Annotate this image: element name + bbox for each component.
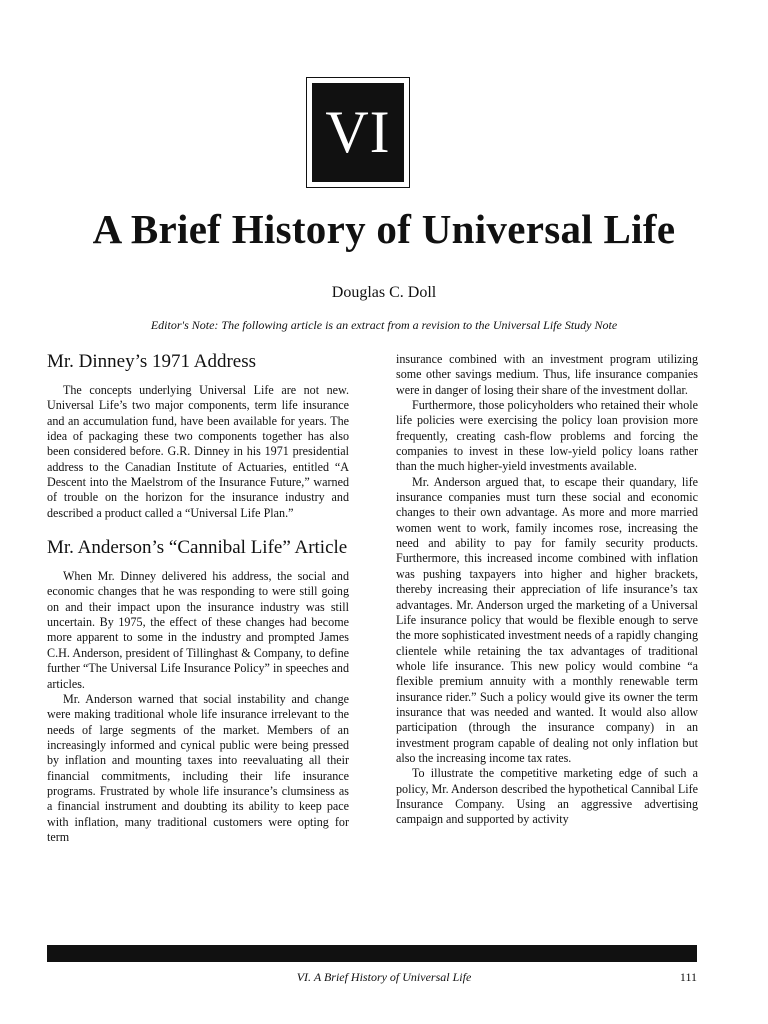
paragraph-right-3: Mr. Anderson argued that, to escape their quandary, life insurance companies must turn these social and economic changes to their own advantage. As more and more married women went to work, family incomes rose, increasing the need and ability to pay for family security products. Furthermore, this increased income combined with inflation was pushing taxpayers into higher and higher brackets, thereby increasing their appreciation of life insurance’s tax advantages. Mr. Anderson urged the marketing of a Universal Life insurance policy that would be flexible enough to serve the more sophisticated investment needs of a rapidly changing clientele while retaining the tax advantages of traditional whole life insurance. This new policy would combine “a flexible premium annuity with a monthly renewable term insurance rider.” Such a policy would give its owner the term insurance that was needed and wanted. It would also allow participation (through the insurance company) in an investment program capable of dealing not only inflation but also the increasing income tax rates. [396, 474, 698, 765]
section-heading-anderson: Mr. Anderson’s “Cannibal Life” Article [47, 537, 348, 559]
running-title: VI. A Brief History of Universal Life [296, 970, 472, 984]
right-column [396, 352, 698, 828]
author-name: Douglas C. Doll [331, 284, 437, 301]
footer-rule [47, 945, 697, 962]
chapter-numeral: VI [312, 83, 404, 182]
paragraph-dinney-1: The concepts underlying Universal Life are not new. Universal Life’s two major components, term life insurance and an accumulation fund, have been available for years. The idea of packaging these two components together has also been considered before. G.R. Dinney in his 1971 presidential address to the Canadian Institute of Actuaries, entitled “A Descent into the Maelstrom of the Insurance Future,” warned of trouble on the horizon for the insurance industry and described a product called a “Universal Life Plan.” [47, 383, 349, 520]
paragraph-anderson-1: When Mr. Dinney delivered his address, the social and economic changes that he was responding to were still going on and their impact upon the insurance industry was still uncertain. By 1975, the effect of these changes had become more apparent to some in the industry and prompted James C.H. Anderson, president of Tillinghast & Company, to define further “The Universal Life Insurance Policy” in speeches and articles. [47, 569, 349, 691]
page-number: 111 [679, 970, 697, 984]
left-column [47, 350, 349, 845]
paragraph-right-4: To illustrate the competitive marketing edge of such a policy, Mr. Anderson described the hypothetical Cannibal Life Insurance Company. Using an aggressive advertising campaign and supported by activity [396, 766, 698, 827]
paragraph-anderson-2: Mr. Anderson warned that social instability and change were making traditional whole life insurance irrelevant to the needs of large segments of the market. Members of an increasingly informed and cynical public were being pressed by inflation and mounting taxes into reevaluating all their financial commitments, including their life insurance programs. Frustrated by whole life insurance’s clumsiness as a financial instrument and doubting its ability to keep pace with inflation, many traditional customers were opting for term [47, 691, 349, 844]
editor-note: Editor's Note: The following article is an extract from a revision to the Universal Life Study Note [150, 318, 618, 332]
paragraph-right-2: Furthermore, those policyholders who retained their whole life policies were exercising the policy loan provision more frequently, creating cash-flow problems and forcing the companies to invest in these low-yield policy loans rather than the much higher-yield investments available. [396, 398, 698, 474]
article-title: A Brief History of Universal Life [92, 206, 676, 252]
section-heading-dinney: Mr. Dinney’s 1971 Address [47, 351, 256, 372]
paragraph-right-1: insurance combined with an investment program utilizing some other savings medium. Thus, life insurance companies were in danger of losing their share of the investment dollar. [396, 352, 698, 397]
chapter-number-box [306, 77, 410, 188]
